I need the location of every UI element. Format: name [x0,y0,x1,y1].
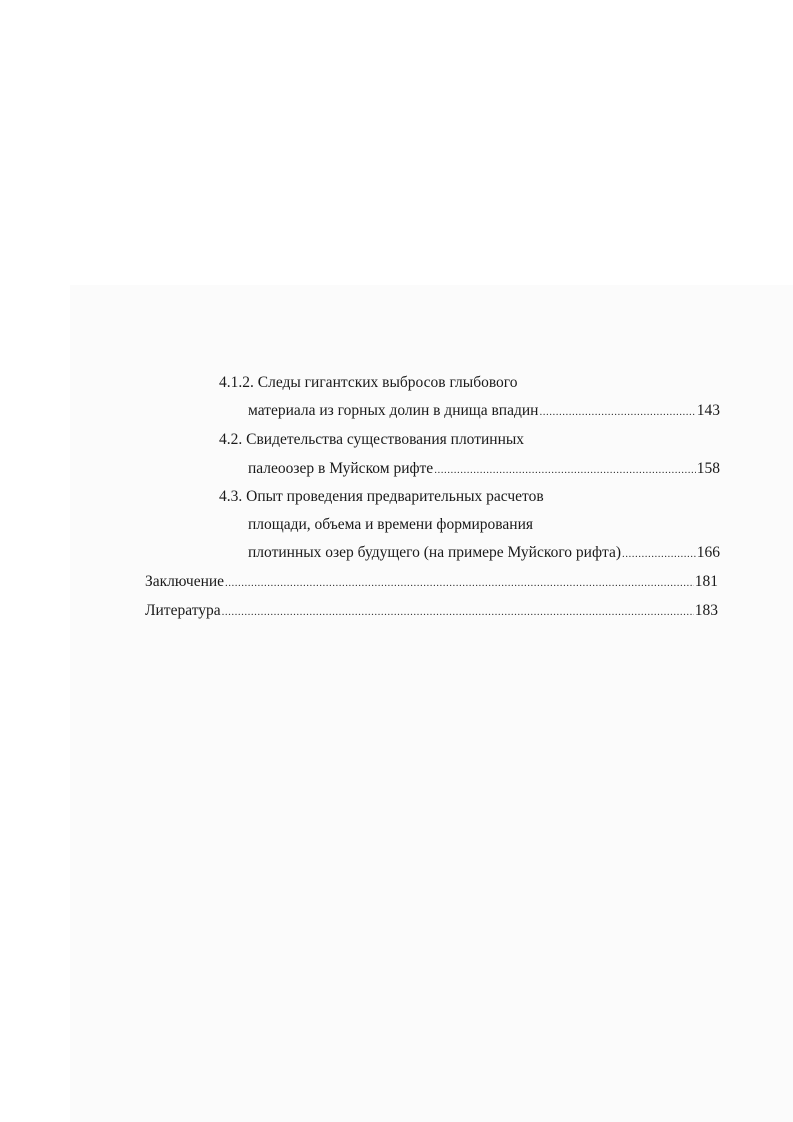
dot-leader [434,461,696,479]
toc-entry-conclusion-page: 181 [694,573,718,590]
toc-entry-4-1-2-page: 143 [696,402,720,419]
toc-entry-4-3-continuation-2: плотинных озер будущего (на примере Муйского рифта) [248,544,622,561]
toc-entry-4-3-continuation-1: площади, объема и времени формирования [248,516,534,533]
toc-entry-4-2-title: 4.2. Свидетельства существования плотинных [219,431,525,448]
dot-leader [622,545,696,563]
toc-entry-4-3-page: 166 [696,544,720,561]
toc-entry-4-3[interactable] [248,544,720,563]
dot-leader [222,603,694,621]
toc-entry-literature-page: 183 [694,602,718,619]
toc-entry-4-2-continuation: палеоозер в Муйском рифте [248,460,434,477]
dot-leader [225,574,694,592]
dot-leader [539,403,695,421]
toc-entry-4-1-2-continuation: материала из горных долин в днища впадин [248,402,539,419]
toc-entry-4-1-2-title: 4.1.2. Следы гигантских выбросов глыбового [219,374,518,391]
toc-entry-literature[interactable] [145,602,718,621]
toc-entry-conclusion-label: Заключение [145,573,225,590]
toc-entry-4-3-title: 4.3. Опыт проведения предварительных расчетов [219,488,544,505]
toc-entry-4-2[interactable] [248,460,720,479]
toc-entry-conclusion[interactable] [145,573,718,592]
toc-entry-4-1-2[interactable] [248,402,720,421]
toc-entry-literature-label: Литература [145,602,221,619]
toc-entry-4-2-page: 158 [696,460,720,477]
